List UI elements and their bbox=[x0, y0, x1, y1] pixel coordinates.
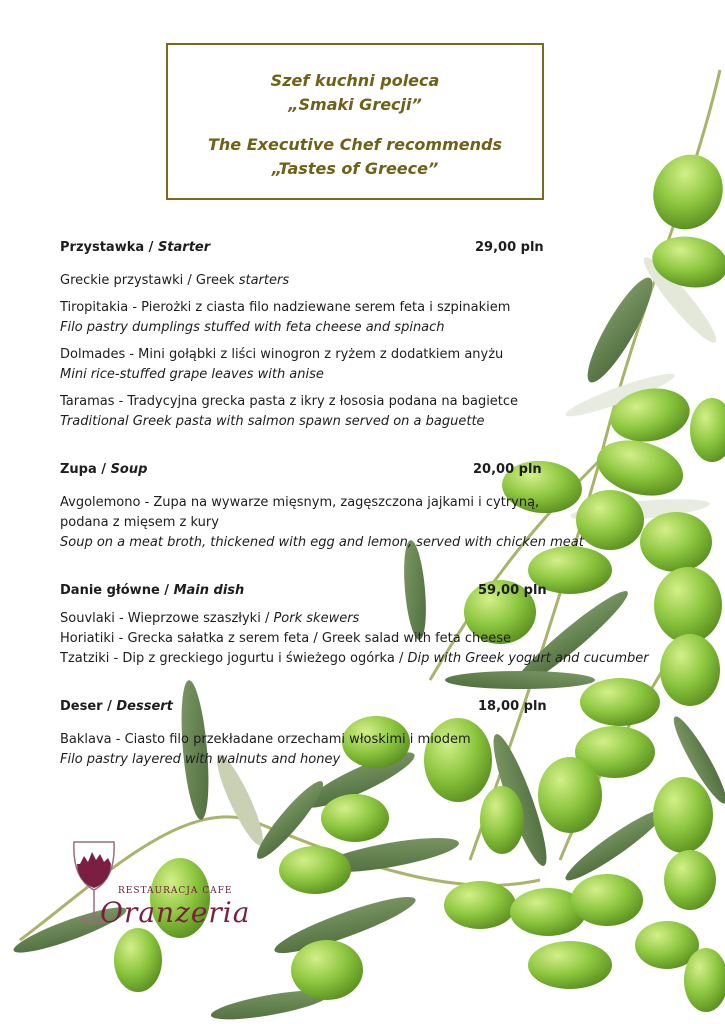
price: 20,00 pln bbox=[473, 462, 542, 477]
header-title-en: The Executive Chef recommends „Tastes of Greece” bbox=[208, 135, 502, 178]
menu-item: Horiatiki - Grecka sałatka z serem feta / Greek salad with feta cheese bbox=[60, 631, 512, 646]
olive bbox=[444, 881, 516, 929]
olive bbox=[660, 634, 720, 706]
olive bbox=[528, 941, 612, 989]
menu-item: Taramas - Tradycyjna grecka pasta z ikry z łososia podana na bagietce Traditional Greek pasta with salmon spawn served on a baguette bbox=[60, 394, 519, 429]
section-heading: Zupa / Soup 20,00 pln bbox=[60, 460, 660, 486]
menu-item: Tiropitakia - Pierożki z ciasta filo nadziewane serem feta i szpinakiem Filo pastry dumplings stuffed with feta cheese and spinach bbox=[60, 300, 511, 335]
section-starter bbox=[60, 238, 660, 432]
section-heading: Danie główne / Main dish 59,00 pln bbox=[60, 581, 660, 607]
menu-item: Dolmades - Mini gołąbki z liści winogron z ryżem z dodatkiem anyżu Mini rice-stuffed grape leaves with anise bbox=[60, 347, 504, 382]
olive bbox=[571, 874, 643, 926]
menu-item: Souvlaki - Wieprzowe szaszłyki / Pork skewers bbox=[60, 611, 360, 626]
chef-recommends-box bbox=[166, 43, 544, 200]
price: 29,00 pln bbox=[475, 240, 544, 255]
menu-item: Tzatziki - Dip z greckiego jogurtu i świeżego ogórka / Dip with Greek yogurt and cucumber bbox=[60, 651, 649, 666]
logo-title: Oranzeria bbox=[100, 896, 251, 929]
price: 59,00 pln bbox=[478, 583, 547, 598]
olive bbox=[641, 143, 725, 241]
olive bbox=[321, 794, 389, 842]
header-title-pl: Szef kuchni poleca „Smaki Grecji” bbox=[270, 71, 440, 114]
olive bbox=[690, 398, 725, 462]
restaurant-logo bbox=[70, 838, 260, 948]
olive bbox=[291, 940, 363, 1000]
section-main-dish bbox=[60, 581, 660, 669]
olive bbox=[664, 850, 716, 910]
logo-subtitle: RESTAURACJA CAFE bbox=[118, 886, 233, 896]
olive bbox=[279, 846, 351, 894]
menu-item: Avgolemono - Zupa na wywarze mięsnym, zagęszczona jajkami i cytryną, podana z mięsem z kury Soup on a meat broth, thickened with egg and lemon, served with chicken meat bbox=[60, 495, 584, 550]
menu-item: Greckie przystawki / Greek starters bbox=[60, 273, 290, 288]
price: 18,00 pln bbox=[478, 699, 547, 714]
menu-item: Baklava - Ciasto filo przekładane orzechami włoskimi i miodem Filo pastry layered with walnuts and honey bbox=[60, 732, 471, 767]
section-heading: Deser / Dessert 18,00 pln bbox=[60, 697, 660, 723]
menu bbox=[60, 238, 660, 798]
olive bbox=[654, 567, 722, 643]
section-dessert bbox=[60, 697, 660, 770]
section-soup bbox=[60, 460, 660, 553]
olive bbox=[653, 777, 713, 853]
section-heading: Przystawka / Starter 29,00 pln bbox=[60, 238, 660, 264]
